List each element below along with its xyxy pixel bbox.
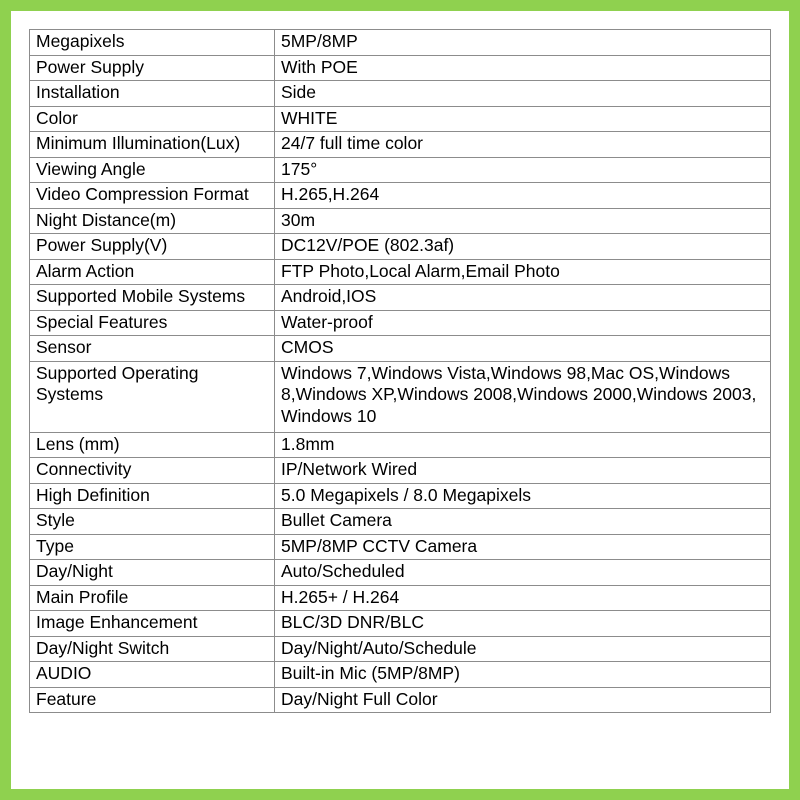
table-row <box>30 636 771 662</box>
spec-label: Feature <box>30 687 275 713</box>
table-row <box>30 534 771 560</box>
spec-label: Viewing Angle <box>30 157 275 183</box>
spec-value: 1.8mm <box>275 432 771 458</box>
spec-value: Water-proof <box>275 310 771 336</box>
spec-label: High Definition <box>30 483 275 509</box>
table-row <box>30 132 771 158</box>
spec-label: Special Features <box>30 310 275 336</box>
spec-value: Built-in Mic (5MP/8MP) <box>275 662 771 688</box>
spec-value: 175° <box>275 157 771 183</box>
spec-label: Day/Night Switch <box>30 636 275 662</box>
spec-label: AUDIO <box>30 662 275 688</box>
table-row <box>30 432 771 458</box>
table-row <box>30 30 771 56</box>
table-row <box>30 55 771 81</box>
spec-label: Power Supply <box>30 55 275 81</box>
spec-value: 30m <box>275 208 771 234</box>
spec-value: 24/7 full time color <box>275 132 771 158</box>
spec-label: Connectivity <box>30 458 275 484</box>
spec-label: Main Profile <box>30 585 275 611</box>
spec-label: Day/Night <box>30 560 275 586</box>
spec-label: Supported Operating Systems <box>30 361 275 432</box>
spec-value: FTP Photo,Local Alarm,Email Photo <box>275 259 771 285</box>
spec-value: Side <box>275 81 771 107</box>
spec-value: H.265+ / H.264 <box>275 585 771 611</box>
table-row <box>30 81 771 107</box>
spec-value: Windows 7,Windows Vista,Windows 98,Mac OS,Windows 8,Windows XP,Windows 2008,Windows 2000,Windows 2003, Windows 10 <box>275 361 771 432</box>
table-row <box>30 285 771 311</box>
spec-label: Minimum Illumination(Lux) <box>30 132 275 158</box>
spec-label: Megapixels <box>30 30 275 56</box>
table-row <box>30 336 771 362</box>
spec-value: 5MP/8MP CCTV Camera <box>275 534 771 560</box>
table-row <box>30 361 771 432</box>
spec-table <box>29 29 771 713</box>
spec-value: With POE <box>275 55 771 81</box>
table-row <box>30 509 771 535</box>
spec-value: Android,IOS <box>275 285 771 311</box>
spec-label: Alarm Action <box>30 259 275 285</box>
table-row <box>30 560 771 586</box>
spec-label: Power Supply(V) <box>30 234 275 260</box>
table-row <box>30 483 771 509</box>
spec-value: Day/Night Full Color <box>275 687 771 713</box>
table-row <box>30 687 771 713</box>
table-row <box>30 662 771 688</box>
spec-table-body <box>30 30 771 713</box>
spec-label: Style <box>30 509 275 535</box>
spec-label: Image Enhancement <box>30 611 275 637</box>
spec-label: Color <box>30 106 275 132</box>
spec-label: Supported Mobile Systems <box>30 285 275 311</box>
table-row <box>30 157 771 183</box>
spec-label: Sensor <box>30 336 275 362</box>
table-row <box>30 611 771 637</box>
spec-value: Auto/Scheduled <box>275 560 771 586</box>
table-row <box>30 585 771 611</box>
table-row <box>30 259 771 285</box>
spec-value: DC12V/POE (802.3af) <box>275 234 771 260</box>
spec-label: Video Compression Format <box>30 183 275 209</box>
spec-value: H.265,H.264 <box>275 183 771 209</box>
spec-value: BLC/3D DNR/BLC <box>275 611 771 637</box>
table-row <box>30 208 771 234</box>
spec-value: Day/Night/Auto/Schedule <box>275 636 771 662</box>
spec-value: CMOS <box>275 336 771 362</box>
table-row <box>30 458 771 484</box>
spec-value: 5MP/8MP <box>275 30 771 56</box>
spec-value: WHITE <box>275 106 771 132</box>
table-row <box>30 183 771 209</box>
spec-label: Type <box>30 534 275 560</box>
spec-value: 5.0 Megapixels / 8.0 Megapixels <box>275 483 771 509</box>
spec-label: Lens (mm) <box>30 432 275 458</box>
table-row <box>30 106 771 132</box>
table-row <box>30 234 771 260</box>
spec-label: Night Distance(m) <box>30 208 275 234</box>
spec-value: Bullet Camera <box>275 509 771 535</box>
table-row <box>30 310 771 336</box>
spec-label: Installation <box>30 81 275 107</box>
spec-value: IP/Network Wired <box>275 458 771 484</box>
